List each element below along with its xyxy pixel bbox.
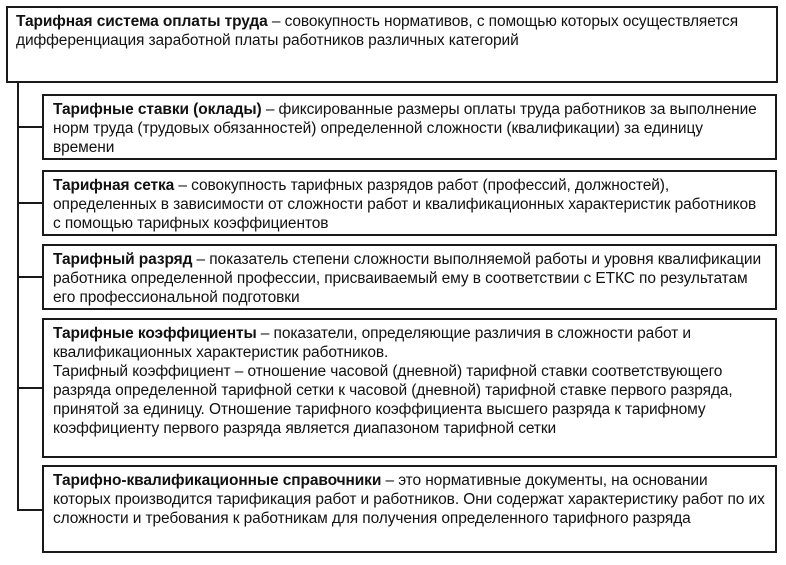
definition-extra: Тарифный коэффициент – отношение часовой (дневной) тарифной ставки соответствующего разряда определенной тарифной сетки к часовой (дневной) тарифной ставке первого разряда, принятой за единицу. Отношение тарифного коэффициента высшего разряда к тарифному коэффициенту первого разряда является диапазоном тарифной сетки [53, 363, 733, 437]
definition [53, 100, 766, 157]
tariff-grade-box [42, 244, 777, 310]
definition [53, 176, 766, 233]
root-text: – совокупность нормативов, с помощью которых осуществляется дифференциация заработной платы работников различных категорий [16, 13, 738, 49]
definition [53, 250, 766, 307]
root-term: Тарифная система оплаты труда [16, 13, 268, 30]
root-definition-box [6, 6, 778, 83]
tariff-rates-box [42, 94, 777, 160]
qualification-handbooks-box [42, 465, 777, 553]
connector-branch-3 [17, 276, 42, 278]
connector-trunk [17, 83, 19, 511]
definition [53, 324, 766, 362]
connector-branch-4 [17, 387, 42, 389]
term: Тарифные ставки (оклады) [53, 101, 262, 118]
connector-branch-5 [17, 509, 42, 511]
definition-text: – показатели, определяющие различия в сложности работ и квалификационных характеристик работников. [53, 325, 691, 361]
definition-text: – фиксированные размеры оплаты труда работников за выполнение норм труда (трудовых обязанностей) определенной сложности (квалификации) за единицу времени [53, 101, 757, 156]
definition [53, 471, 766, 528]
term: Тарифные коэффициенты [53, 325, 257, 342]
definition-text: – совокупность тарифных разрядов работ (профессий, должностей), определенных в зависимости от сложности работ и квалификационных характеристик работников с помощью тарифных коэффициентов [53, 177, 757, 232]
definition-text: – показатель степени сложности выполняемой работы и уровня квалификации работника определенной профессии, присваиваемый ему в соответствии с ЕТКС по результатам его профессиональной подготовки [53, 251, 762, 306]
term: Тарифный разряд [53, 251, 193, 268]
connector-branch-1 [17, 126, 42, 128]
definition-text: – это нормативные документы, на основании которых производится тарификация работ и работников. Они содержат характеристику работ по их сложности и требования к работникам для получения определенного тарифного разряда [53, 472, 765, 527]
term: Тарифно-квалификационные справочники [53, 472, 382, 489]
root-definition [16, 12, 767, 50]
term: Тарифная сетка [53, 177, 175, 194]
tariff-coefficients-box [42, 318, 777, 458]
tariff-grid-box [42, 170, 777, 236]
connector-branch-2 [17, 202, 42, 204]
